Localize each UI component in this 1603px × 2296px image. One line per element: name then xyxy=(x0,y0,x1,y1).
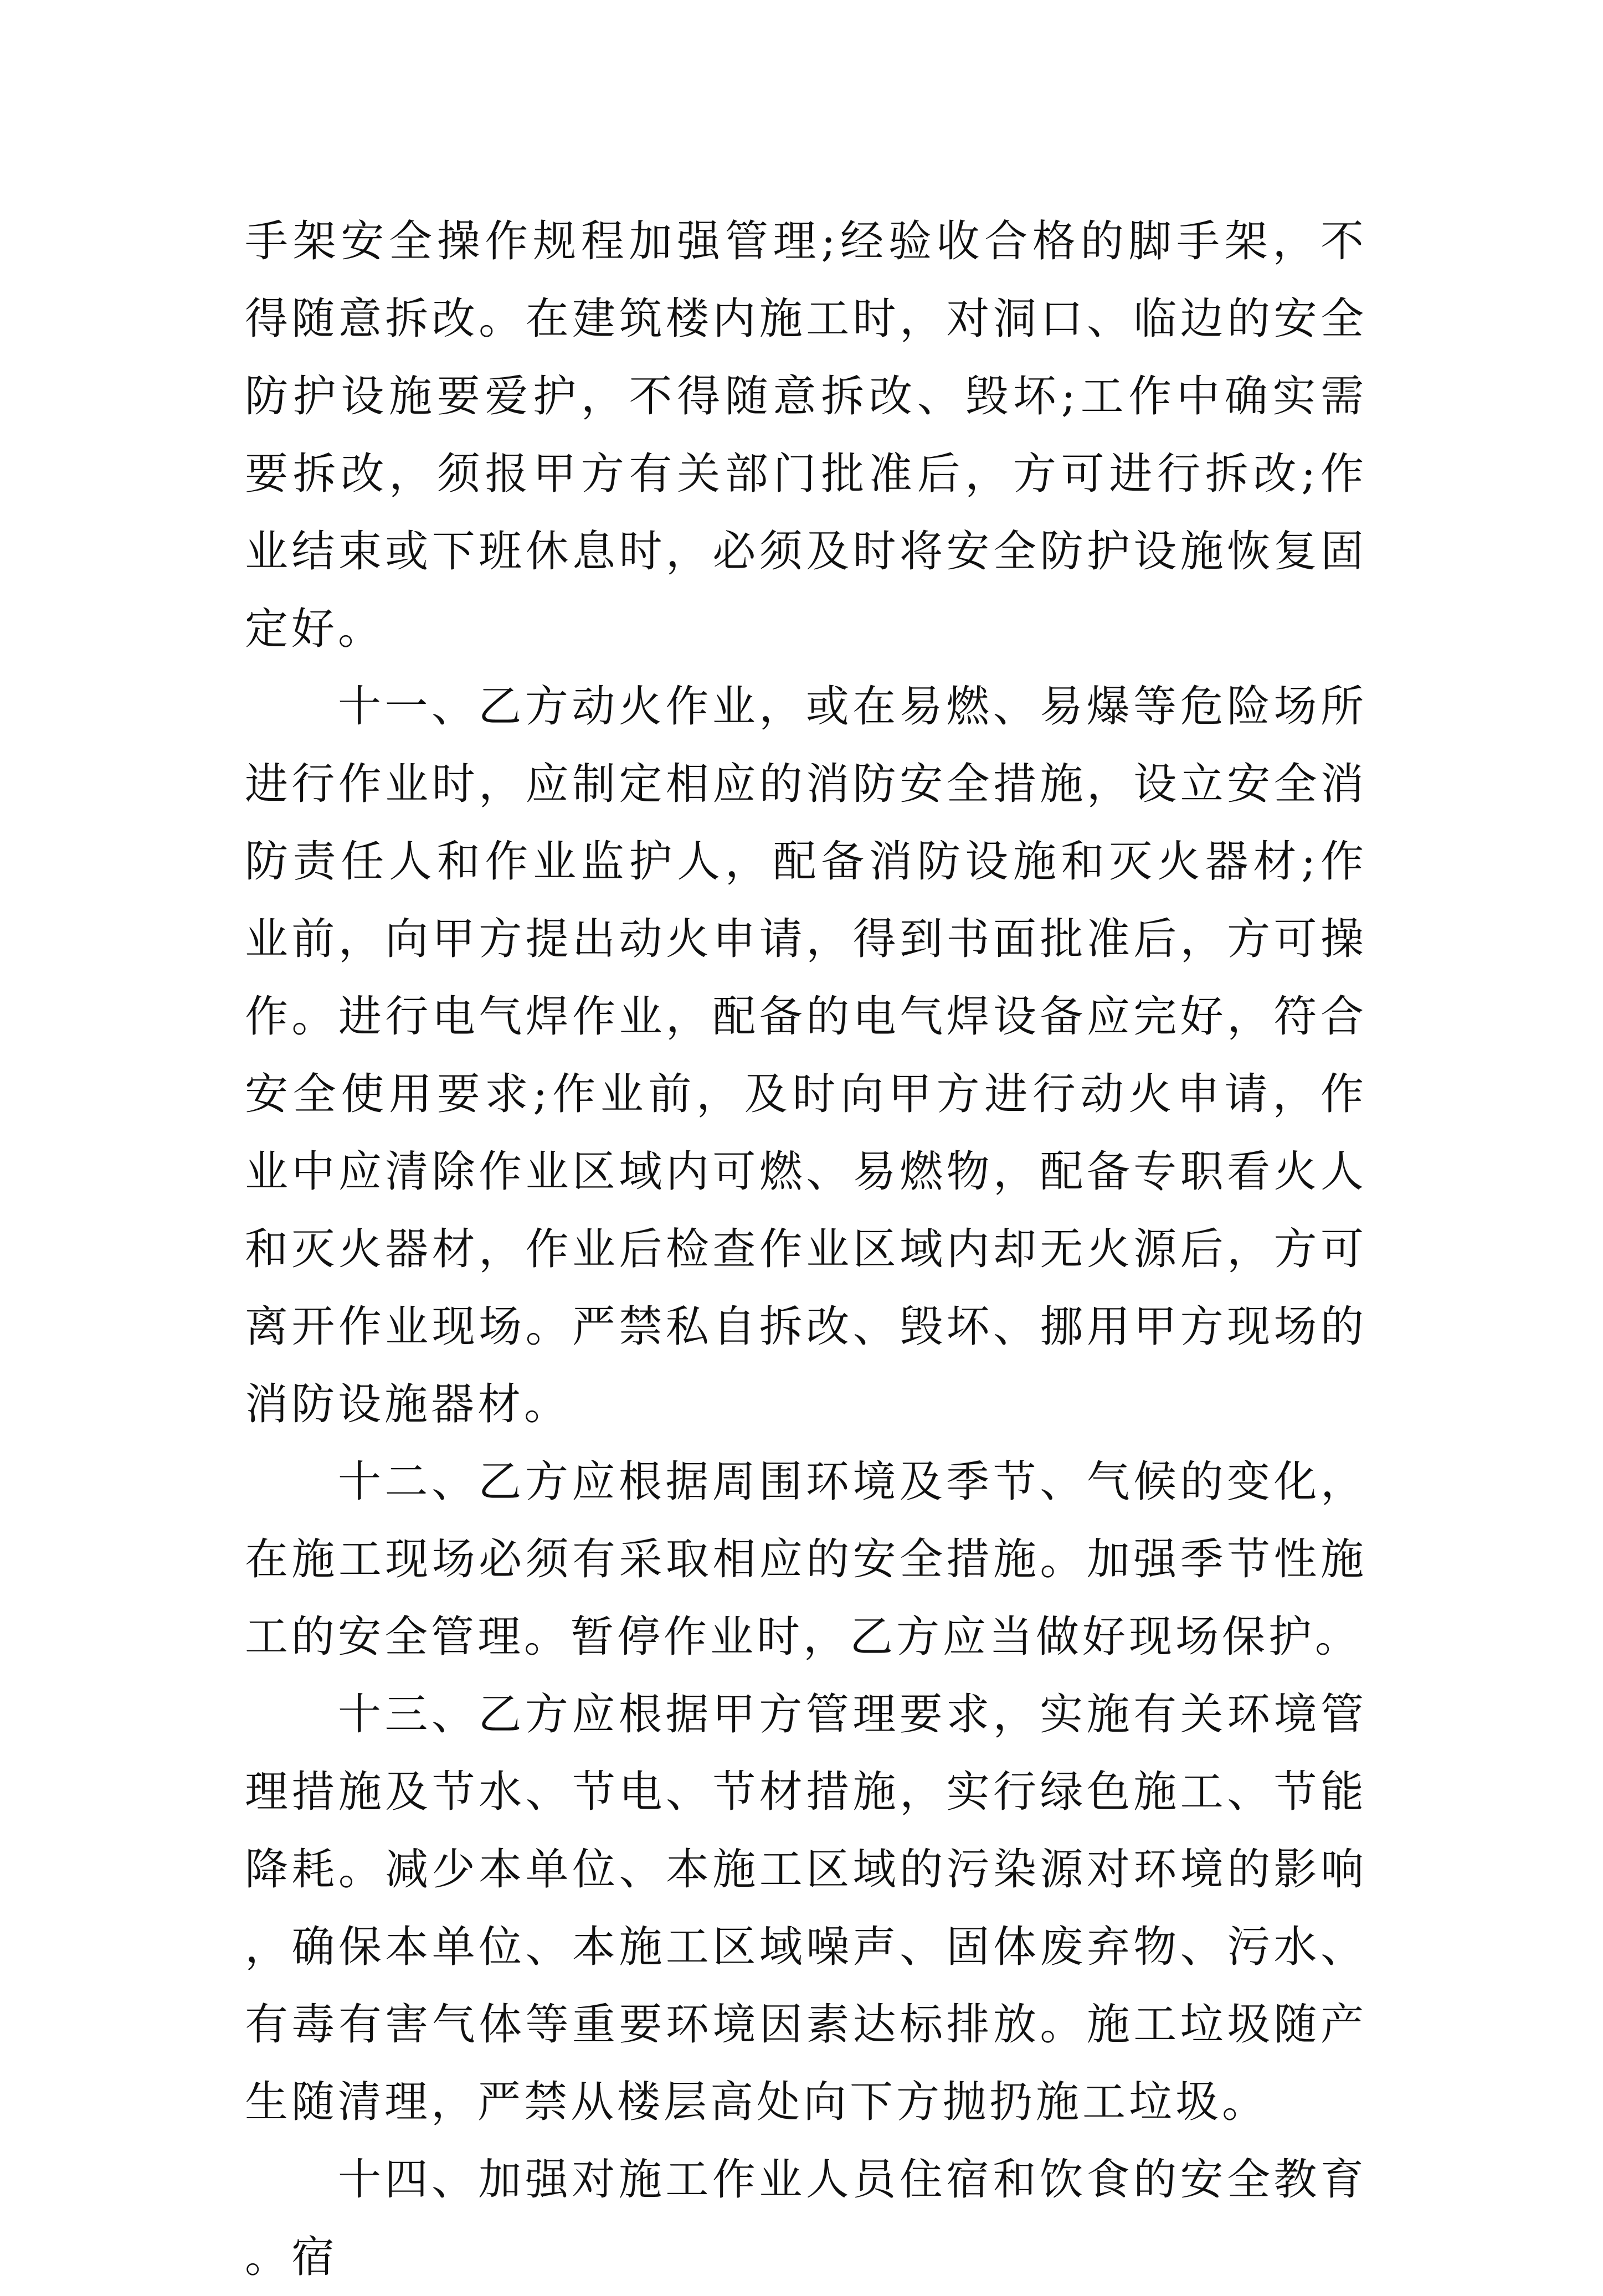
paragraph-clause-13: 十三、乙方应根据甲方管理要求，实施有关环境管理措施及节水、节电、节材措施，实行绿色施工、节能降耗。减少本单位、本施工区域的污染源对环境的影响，确保本单位、本施工区域噪声、固体废弃物、污水、有毒有害气体等重要环境因素达标排放。施工垃圾随产生随清理，严禁从楼层高处向下方抛扔施工垃圾。 xyxy=(245,1690,1367,2127)
paragraph-scaffold-continuation: 手架安全操作规程加强管理;经验收合格的脚手架，不得随意拆改。在建筑楼内施工时，对洞口、临边的安全防护设施要爱护，不得随意拆改、毁坏;工作中确实需要拆改，须报甲方有关部门批准后，方可进行拆改;作业结束或下班休息时，必须及时将安全防护设施恢复固定好。 xyxy=(245,217,1367,654)
document-body xyxy=(245,203,1367,2296)
paragraph-clause-11: 十一、乙方动火作业，或在易燃、易爆等危险场所进行作业时，应制定相应的消防安全措施，设立安全消防责任人和作业监护人，配备消防设施和灭火器材;作业前，向甲方提出动火申请，得到书面批准后，方可操作。进行电气焊作业，配备的电气焊设备应完好，符合安全使用要求;作业前，及时向甲方进行动火申请，作业中应清除作业区域内可燃、易燃物，配备专职看火人和灭火器材，作业后检查作业区域内却无火源后，方可离开作业现场。严禁私自拆改、毁坏、挪用甲方现场的消防设施器材。 xyxy=(245,682,1367,1429)
paragraph-clause-12: 十二、乙方应根据周围环境及季节、气候的变化，在施工现场必须有采取相应的安全措施。加强季节性施工的安全管理。暂停作业时，乙方应当做好现场保护。 xyxy=(245,1457,1367,1662)
paragraph-clause-14: 十四、加强对施工作业人员住宿和饮食的安全教育。宿 xyxy=(245,2155,1367,2282)
